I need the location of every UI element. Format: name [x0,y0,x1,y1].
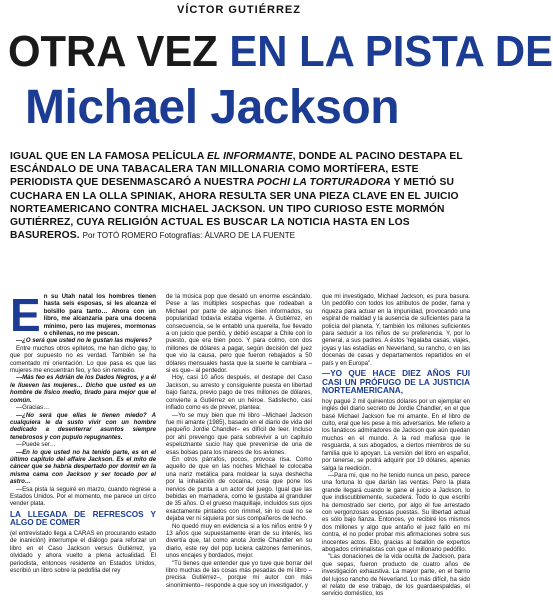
paragraph: —Esa pista la seguiré en marzo, cuando regrese a Estados Unidos. Por el momento, me parece un circo vender plata. [10,485,156,508]
lead-text-2: , DONDE AL PACINO DESTAPA EL ESCÁNDALO DE UNA TABACALERA TAN MILLONARIA COMO MORTÍFERA, ESTE PERIODISTA QUE DESENMASCARÓ A NUESTRA [10,151,463,189]
column-3 [322,293,470,598]
column-2 [166,293,312,598]
paragraph: de la música pop que desató un enorme escándalo. Pese a las múltiples sospechas que rodeaban a Michael por parte de algunos bien informados, su popularidad todavía estaba vigente. A Gutiérrez, en consecuencia, se le entabló una querella, fue llevado a un juicio que perdió, y debió escapar a Chile con lo puesto, que era bien poco. Y para colmo, con dos millones de dólares a pagar, según decisión del juez que vio la causa, pero que fueron rebajados a 50 dólares mensuales hasta que la suerte le cambiara –si es que– al perdedor. [166,293,312,375]
subhead: —YO QUE HACE DIEZ AÑOS FUI CASI UN PRÓFUGO DE LA JUSTICIA NORTEAMERICANA, [322,369,470,396]
column-1 [10,289,156,598]
paragraph [10,412,156,442]
subhead: LA LLEGADA DE REFRESCOS Y ALGO DE COMER [10,509,156,528]
paragraph: Entre muchos otros epítetos, me han dicho gay, lo que por supuesto no es verdad. También se ha comentado mi orientación. Lo que pasa es que las mujeres me encuentran feo, y feo sin remedio. [10,344,156,375]
article-body [10,289,471,598]
drop-cap: E [10,289,41,341]
lead-paragraph [10,150,470,242]
paragraph: hoy pagué 2 mil quinientos dólares por un ejemplar en inglés del diario secreto de Jordie Chandler, en el que basé Michael Jackson fue mi amante. En el libro de culto, eral que les pese a mis adversarios. Me refiero a los fanáticos admiradores de Jackson que aún quedan muchos en el mundo. A la red mafiosa que le resguarda, a sus abogados, a ciertos miembros de su familia que lo apoyan. La versión del libro en español, por tenerse, se podrá adquirir por 19 dólares, apenas salga la reedición. [322,397,471,472]
headline-part1: OTRA VEZ [8,27,230,76]
paragraph: "Las donaciones de la vida oculta de Jackson, para que sepas, fueron producto de cuatro años de investigación exhaustiva. La mayor parte, en el barrio del lujoso rancho de Neverland. Lo más difícil, ha sido el relato de ese trabajo, de los guardaespaldas, el servicio doméstico, los [322,553,470,598]
lead-italic-1: EL INFORMANTE [206,151,293,162]
paragraph: —Gracias… [16,404,50,412]
lead-italic-2: POCHI LA TORTURADORA [256,177,391,189]
article-author: VÍCTOR GUTIÉRREZ [177,4,301,16]
paragraph: En otros párrafos, pocos, provoca risa. Como aquello de que en las noches Michael le colocaba una nariz metálica para moldear la suya deshecha por la inhalación de cocaína, cosa que pone los nervios de punta a un actor del juego. Igual que las bebidas en mamadera, como le gustaba al granduler de 35 años. O el grueso maquillaje, incluidos sus ojos exactamente pintados con rímmel, sin lo cual no se dejaba ver ni siquiera por sus compañeros de lecho. [166,455,312,523]
paragraph: No quedó muy en evidencia si a los niños entre 9 y 13 años que supuestamente eran de su interés, les divertía que, tal como anota Jordie Chandler en su diario, este rey del pop luciera calzones femeninos, unos encajes y bordados, mejor. [166,522,312,560]
paragraph: "Tú tienes que entender que yo tuve que borrar del libro muchas de las cosas más pesadas de mi libro –precisa Gutiérrez–, porque mi autor con más sinonimiento– responde a que soy un investigador, y [166,559,312,589]
paragraph: —Yo se muy bien que mi libro –Michael Jackson fue mi amante (1985), basado en el diario de vida del pequeño Jordie Chandler– es difícil de leer. Incluso por ahí prevengo que para sobrevivir a un capítulo espeluznante sucio hay que prevenirse de una de esas bolsas para los mareos de los aviones. [166,411,312,456]
headline-line2: Michael Jackson [25,81,400,134]
paragraph: Hoy, casi 10 años después, el destape del Caso Jackson, su arresto y consiguiente puesta en libertad bajo fianza, previo pago de tres millones de dólares, convierte a Gutiérrez en un héroe. Satisfecho, casi inflado como es de prever, plantea: [166,374,312,412]
question: —¿No será que ellas le tienen miedo? A cualquiera le da susto vivir con un hombre dedicado a desenterrar asuntos siempre tenebrosos y con pupulo repugnantes. [10,411,156,441]
byline: Por TOTÓ ROMERO Fotografías: ÁLVARO DE LA FUENTE [82,231,295,241]
paragraph: (el entrevistado llega a CARAS en procurando estado de inanición) interrumpe el diálogo para reforzar un libro en el Caso Jackson versus Gutiérrez, ya olvidado y ahora vuelto a plena actualidad. El periodista, entonces residente en Estados Unidos, escribió un libro sobre la pedofilia del rey [10,529,156,574]
paragraph [10,449,156,486]
headline-line1 [8,26,553,78]
paragraph: que mi investigado, Michael Jackson, es pura basura. Un pedófilo con todos los atributos de poder, fama y riqueza para actuar en la impunidad, provocando una espiral de maldad y la ausencia de suficientes para la policía del planeta. Y, también los millones suficientes para seducir a los niños de su preferencia. Y, por lo general, a sus padres. A éstos 'regalaba casas, viajes, joyas y las estadías en Neverland, su rancho, o en las docenas de casas y departamentos repartidos en el país y en Europa". [322,293,470,367]
paragraph: —Para mí, que no he tenido nunca un peso, parece una fortuna lo que daríán las ventas. Pero la plata grande llegará cuando le gane el juicio a Jackson, lo que indiscutiblemente, sucederá. Todo lo que escribí ha demostrado ser cierto, por algo él fue arrestado con vergonzosas esposas puestas. Su libertad actual es sólo bajo fianza. Entonces, yo recibiré los mismos dos millones y algo que antaño el juez falló en mi contra, el no poder probar mis afirmaciones sobre sus inocentes actos. Ello, gracias al batallón de expertos abogados criminalistas con que el millonario pedófilo. [322,471,470,553]
paragraph [10,337,156,344]
paragraph-intro: n su Utah natal los hombres tienen hasta seis esposas, si les alcanza el bolsillo para tanto… Ahora con un libro, me alcanzaría para una docena mínimo, pero las mujeres, mormonas o chilenas, no me pescan. [43,293,156,338]
question: —¿O será que usted no le gustan las mujeres? [16,337,152,345]
question: —Más feo es Adrián de los Dados Negros, y a él le llueven las mujeres… Dicho que usted es un hombre de físico medio, tirado para mejor que el común. [10,374,156,404]
headline-part2: EN LA PISTA DE [229,27,553,76]
question: —En lo que usted no ha tenido parte, es en el último capitulo del affaire Jackson. Es el mito de cáncer que se habría despertado por dormir en la misma cama con Jackson y ser tocado por el astro… [10,448,156,486]
paragraph: —Puede ser… [16,441,56,449]
lead-text-1: IGUAL QUE EN LA FAMOSA PELÍCULA [10,151,207,162]
paragraph [10,374,156,404]
lead-text-3: Y METIÓ SU CUCHARA EN LA OLLA SPINIAK, AHORA RESULTA SER UNA PIEZA CLAVE EN EL JUICIO NORTEAMERICANO CONTRA MICHAEL JACKSON. UN TIPO CURIOSO ESTE MORMÓN GUTIÉRREZ, CUYA RELIGIÓN ACTUAL ES BUSCAR LA NOTICIA HASTA EN LOS BASUREROS. [10,177,459,242]
